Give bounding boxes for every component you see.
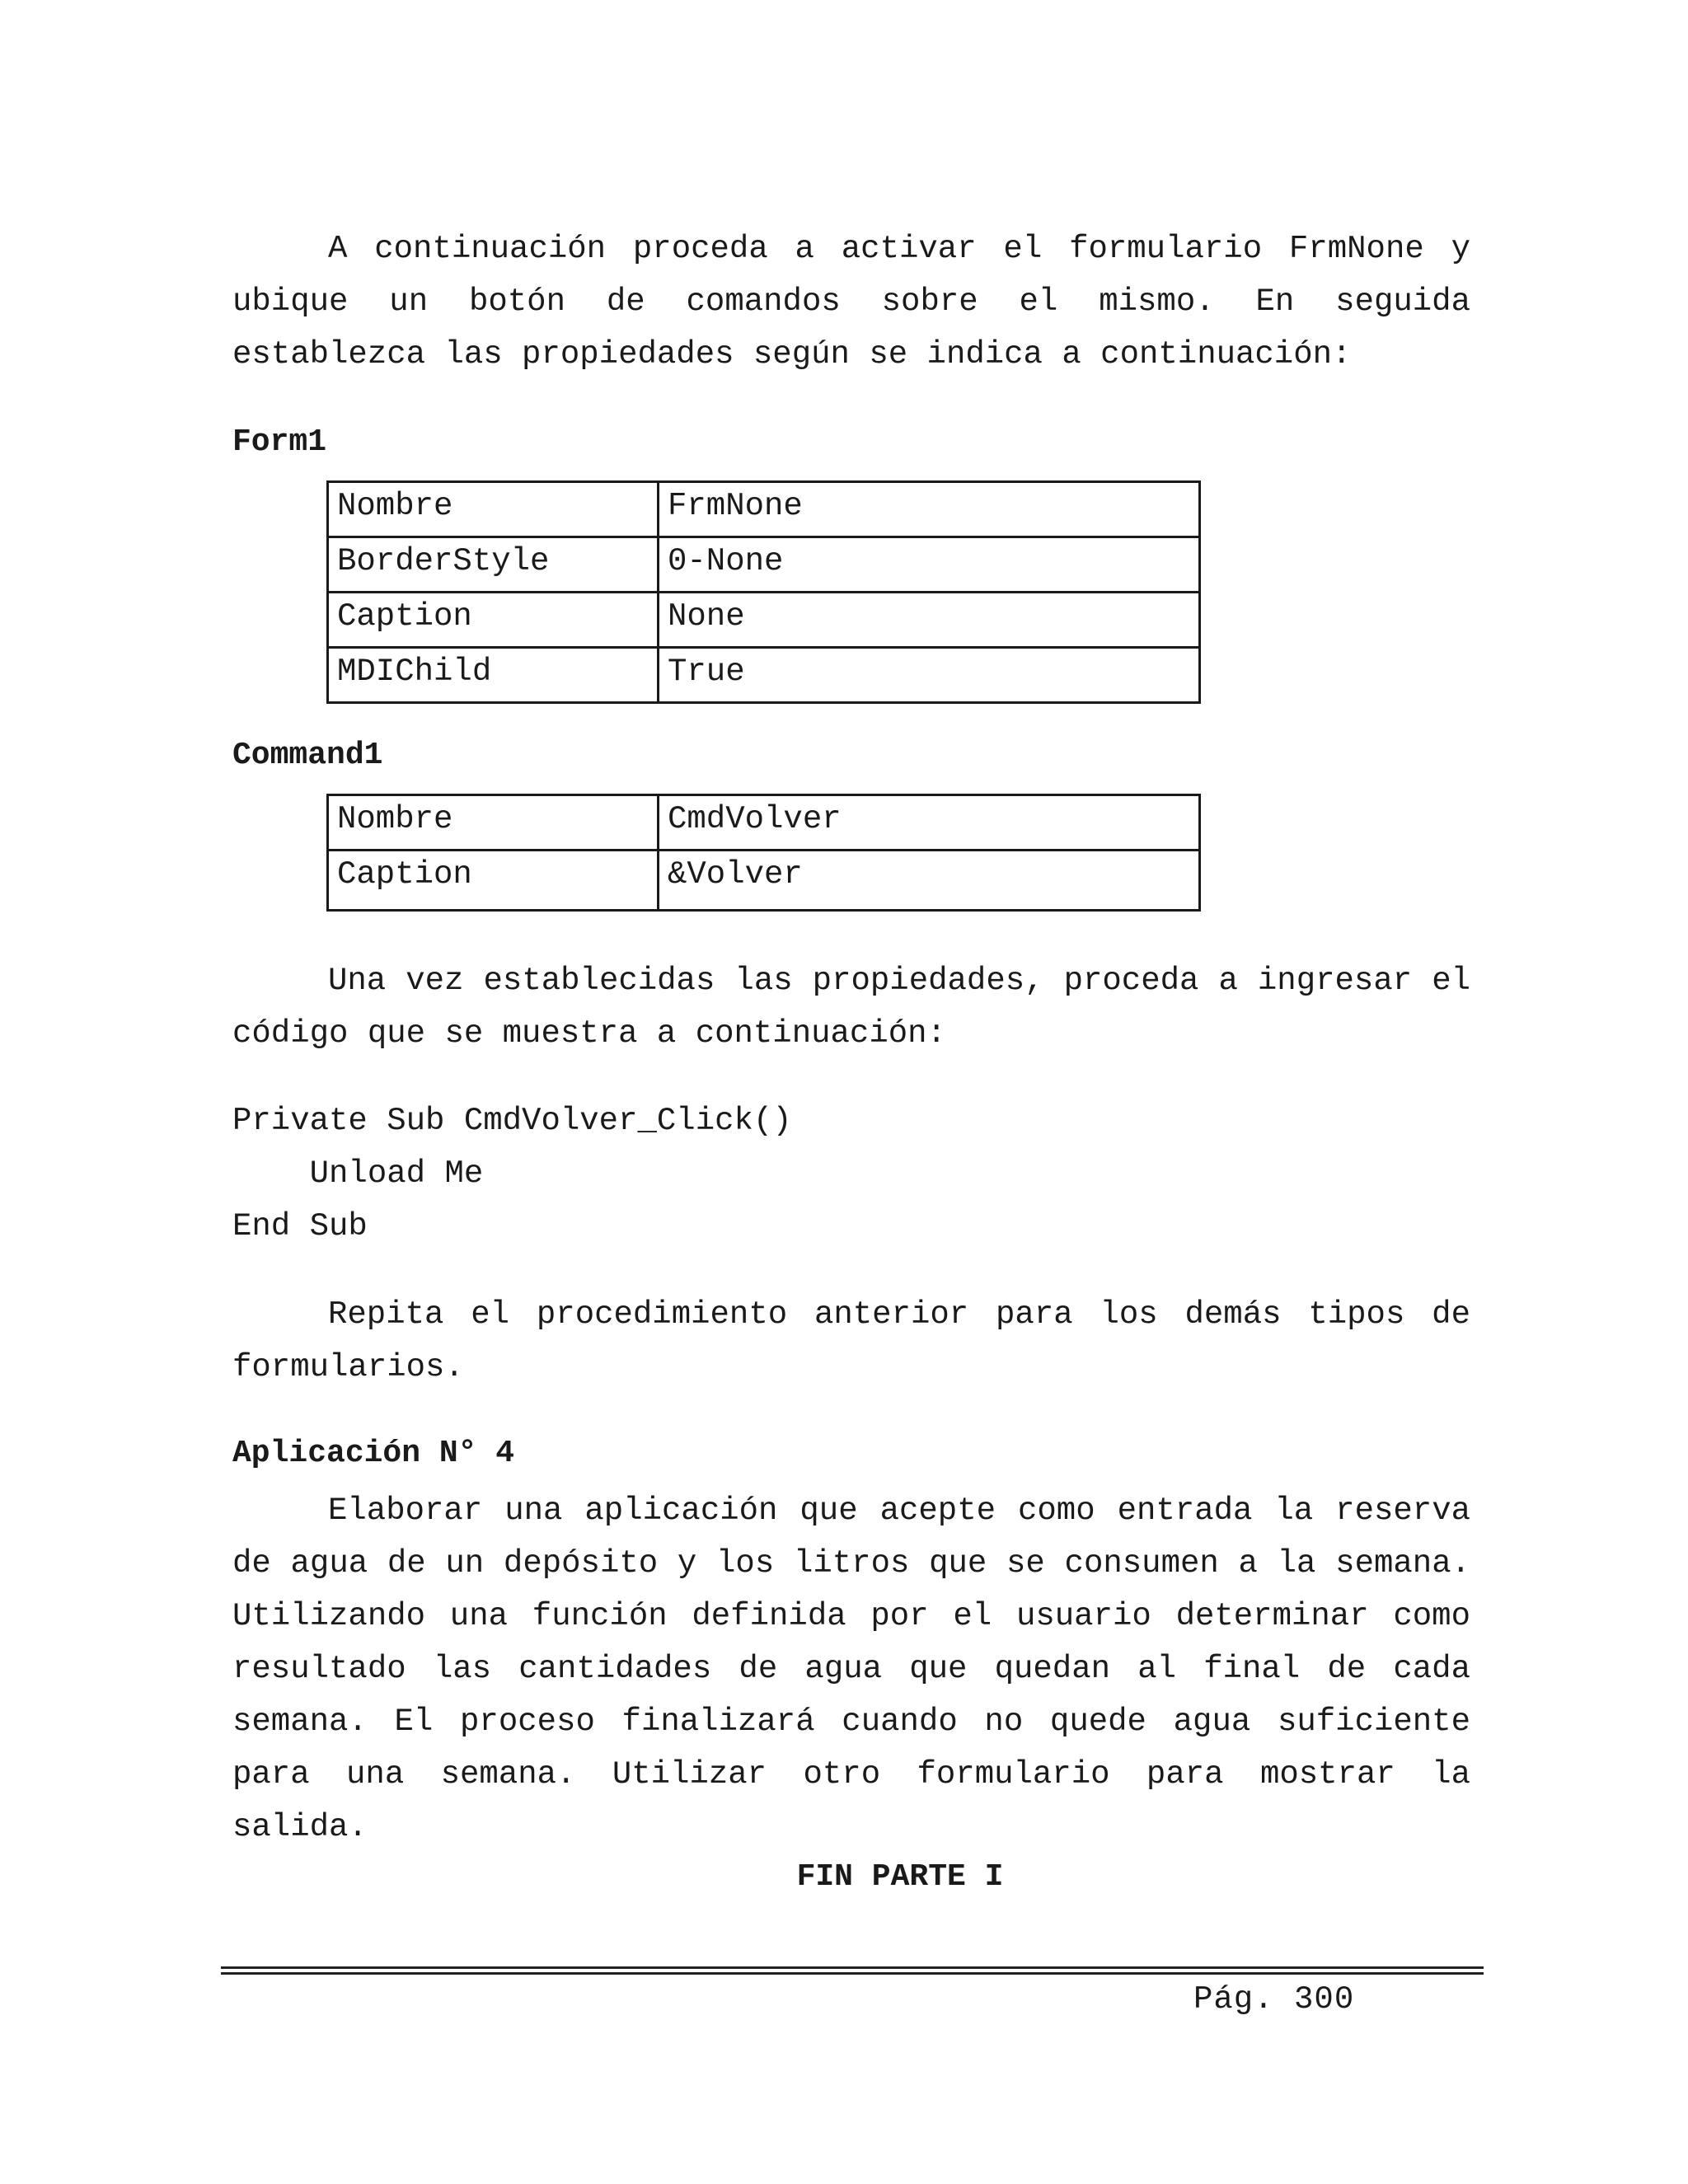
table-row [328,851,1200,911]
page-number: Pág. 300 [1193,1981,1355,2018]
property-name: BorderStyle [328,537,659,593]
code-intro-paragraph: Una vez establecidas las propiedades, proceda a ingresar el código que se muestra a continuación: [232,963,1470,1052]
table-row [328,648,1200,703]
code-line: End Sub [232,1208,368,1244]
property-value: &Volver [659,851,1200,911]
property-value: None [659,593,1200,648]
property-name: Caption [328,851,659,911]
command1-heading: Command1 [232,738,383,773]
end-title: FIN PARTE I [796,1859,1004,1895]
intro-paragraph: A continuación proceda a activar el formulario FrmNone y ubique un botón de comandos sobre el mismo. En seguida establezca las propiedades según se indica a continuación: [232,231,1470,373]
code-line: Private Sub CmdVolver_Click() [232,1103,792,1139]
property-value: CmdVolver [659,795,1200,851]
repeat-paragraph: Repita el procedimiento anterior para los demás tipos de formularios. [232,1296,1470,1385]
footer-rule-top [221,1966,1484,1969]
table-row [328,593,1200,648]
property-name: Nombre [328,482,659,537]
code-line: Unload Me [232,1155,484,1192]
table-row [328,795,1200,851]
form1-properties-table [326,480,1201,704]
form1-heading: Form1 [232,424,327,460]
footer-rule-bottom [221,1972,1484,1975]
property-name: Caption [328,593,659,648]
application-paragraph: Elaborar una aplicación que acepte como entrada la reserva de agua de un depósito y los litros que se consumen a la semana. Utilizando una función definida por el usuario determinar como resultado las cantidades de agua que quedan al final de cada semana. El proceso finalizará cuando no quede agua suficiente para una semana. Utilizar otro formulario para mostrar la salida. [232,1493,1470,1845]
command1-properties-table [326,794,1201,912]
property-value: True [659,648,1200,703]
property-value: FrmNone [659,482,1200,537]
property-name: Nombre [328,795,659,851]
table-row [328,537,1200,593]
property-value: 0-None [659,537,1200,593]
property-name: MDIChild [328,648,659,703]
application-heading: Aplicación N° 4 [232,1436,515,1471]
table-row [328,482,1200,537]
